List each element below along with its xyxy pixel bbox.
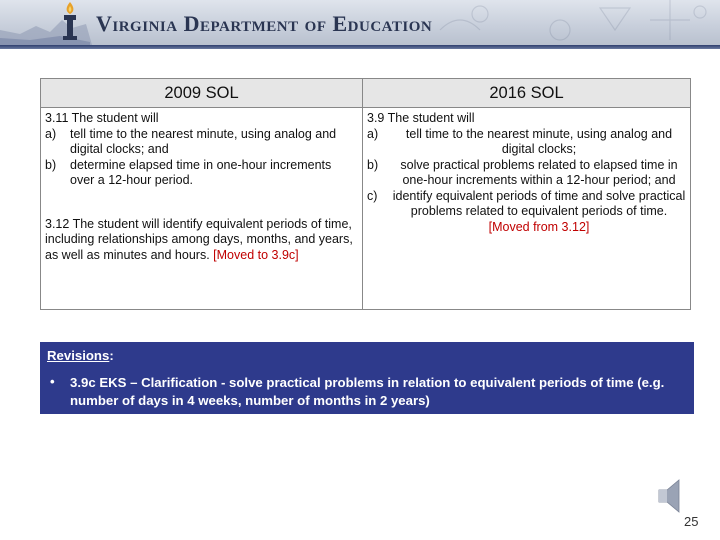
torch-logo-icon bbox=[55, 0, 85, 45]
header-2016-sol: 2016 SOL bbox=[363, 79, 691, 108]
right-item-a: a) tell time to the nearest minute, using analog and digital clocks; bbox=[367, 126, 673, 156]
left-intro: 3.11 The student will bbox=[45, 111, 159, 125]
cell-2016-sol bbox=[363, 108, 691, 310]
left-item-a: a) tell time to the nearest minute, using analog and digital clocks; and bbox=[45, 126, 337, 156]
revisions-title: Revisions: bbox=[47, 348, 114, 363]
revisions-box bbox=[40, 342, 694, 414]
right-intro: 3.9 The student will bbox=[367, 111, 475, 125]
left-item-b: b) determine elapsed time in one-hour increments over a 12-hour period. bbox=[45, 157, 332, 187]
header-banner bbox=[0, 0, 720, 45]
page-number: 25 bbox=[684, 514, 699, 529]
revision-item: 3.9c EKS – Clarification - solve practical problems in relation to equivalent periods of time (e.g. number of days in 4 weeks, number of months in 2 years) bbox=[70, 375, 665, 408]
banner-title: Virginia Department of Education bbox=[96, 11, 433, 36]
moved-from-note: [Moved from 3.12] bbox=[488, 219, 590, 234]
banner-divider bbox=[0, 45, 720, 49]
left-second-standard: 3.12 The student will identify equivalent periods of time, including relationships among days, months, and years, as well as minutes and hours. [Moved to 3.9c] bbox=[45, 216, 353, 262]
bullet-icon: • bbox=[50, 374, 55, 389]
right-item-c: c) identify equivalent periods of time and solve practical problems related to equivalent periods of time. [Moved from 3.12] bbox=[367, 188, 686, 234]
header-2009-sol: 2009 SOL bbox=[41, 79, 363, 108]
moved-note: [Moved to 3.9c] bbox=[213, 247, 299, 262]
right-item-b: b) solve practical problems related to elapsed time in one-hour increments within a 12-hour period; and bbox=[367, 157, 678, 187]
speaker-icon[interactable] bbox=[655, 478, 687, 514]
cell-2009-sol bbox=[41, 108, 363, 310]
sol-comparison-table bbox=[40, 78, 691, 310]
